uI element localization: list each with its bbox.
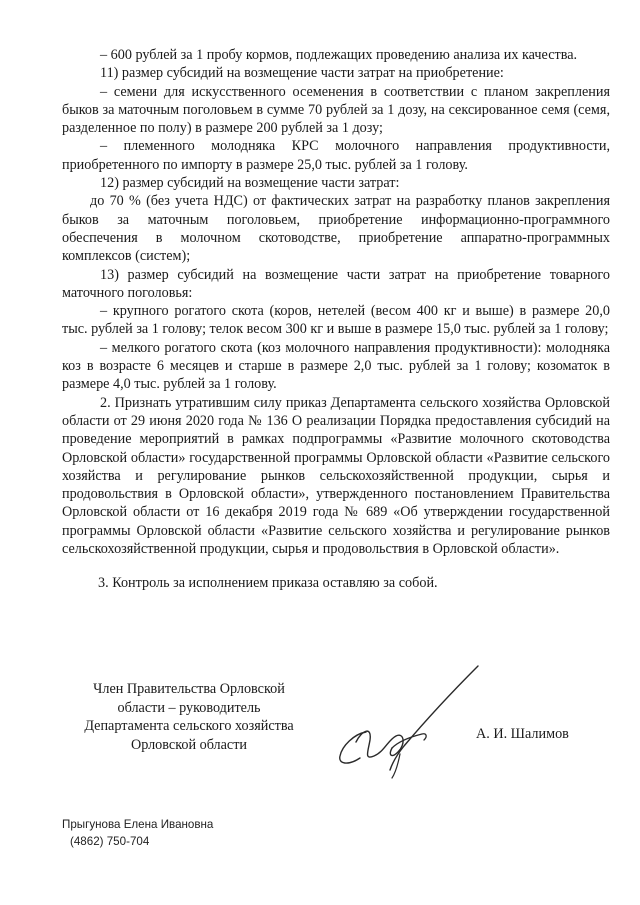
signatory-position bbox=[62, 680, 316, 754]
executor-name: Прыгунова Елена Ивановна bbox=[62, 818, 214, 831]
paragraph-import-heifers: – племенного молодняка КРС молочного направления продуктивности, приобретенного по импорту в размере 25,0 тыс. рублей за 1 голову. bbox=[62, 138, 610, 173]
paragraph-item-13: 13) размер субсидий на возмещение части затрат на приобретение товарного маточного поголовья: bbox=[62, 266, 610, 301]
position-line: области – руководитель bbox=[117, 699, 261, 716]
paragraph-item-11: 11) размер субсидий на возмещение части затрат на приобретение: bbox=[100, 65, 504, 82]
paragraph-semen-subsidy: – семени для искусственного осеменения в соответствии с планом закрепления быков за маточным поголовьем в сумме 70 рублей за 1 дозу, на сексированное семя (семя, разделенное по полу) в размере 200 рублей за 1 дозу; bbox=[62, 83, 610, 137]
position-line: Департамента сельского хозяйства bbox=[84, 718, 294, 734]
paragraph-goat-subsidy: – мелкого рогатого скота (коз молочного направления продуктивности): молодняка коз в возрасте 6 месяцев и старше в размере 2,0 тыс. рублей за 1 голову; козоматок в размере 4,0 тыс. рублей за 1 голову. bbox=[62, 339, 610, 393]
paragraph-repeal-order: 2. Признать утратившим силу приказ Департамента сельского хозяйства Орловской области от 29 июня 2020 года № 136 О реализации Порядка предоставления субсидий на проведение мероприятий в рамках подпрограммы «Развитие молочного скотоводства Орловской области» государственной программы Орловской области «Развитие сельского хозяйства и регулирование рынков сельскохозяйственной продукции, сырья и продовольствия в Орловской области», утвержденного постановлением Правительства Орловской области от 16 декабря 2019 года № 689 «Об утверждении государственной программы Орловской области «Развитие сельского хозяйства и регулирование рынков сельскохозяйственной продукции, сырья и продовольствия в Орловской области». bbox=[62, 394, 610, 558]
paragraph-software-subsidy: до 70 % (без учета НДС) от фактических затрат на разработку планов закрепления быков за маточным поголовьем, приобретение информационно-программного обеспечения в молочном скотоводстве, приобретение аппаратно-программных комплексов (систем); bbox=[62, 193, 610, 265]
document-body bbox=[62, 46, 610, 593]
paragraph-feed-sample-price: – 600 рублей за 1 пробу кормов, подлежащих проведению анализа их качества. bbox=[100, 47, 578, 63]
executor-phone: (4862) 750-704 bbox=[70, 835, 150, 848]
paragraph-control: 3. Контроль за исполнением приказа оставляю за собой. bbox=[98, 575, 438, 592]
paragraph-item-12: 12) размер субсидий на возмещение части затрат: bbox=[100, 175, 400, 192]
executor-info bbox=[62, 816, 213, 850]
signatory-name: А. И. Шалимов bbox=[476, 726, 569, 742]
handwritten-signature-icon bbox=[326, 660, 486, 780]
position-line: Орловской области bbox=[130, 736, 248, 753]
paragraph-cattle-subsidy: – крупного рогатого скота (коров, нетелей (весом 400 кг и выше) в размере 20,0 тыс. рублей за 1 голову; телок весом 300 кг и выше в размере 15,0 тыс. рублей за 1 голову; bbox=[62, 303, 610, 338]
position-line: Член Правительства Орловской bbox=[93, 681, 285, 697]
